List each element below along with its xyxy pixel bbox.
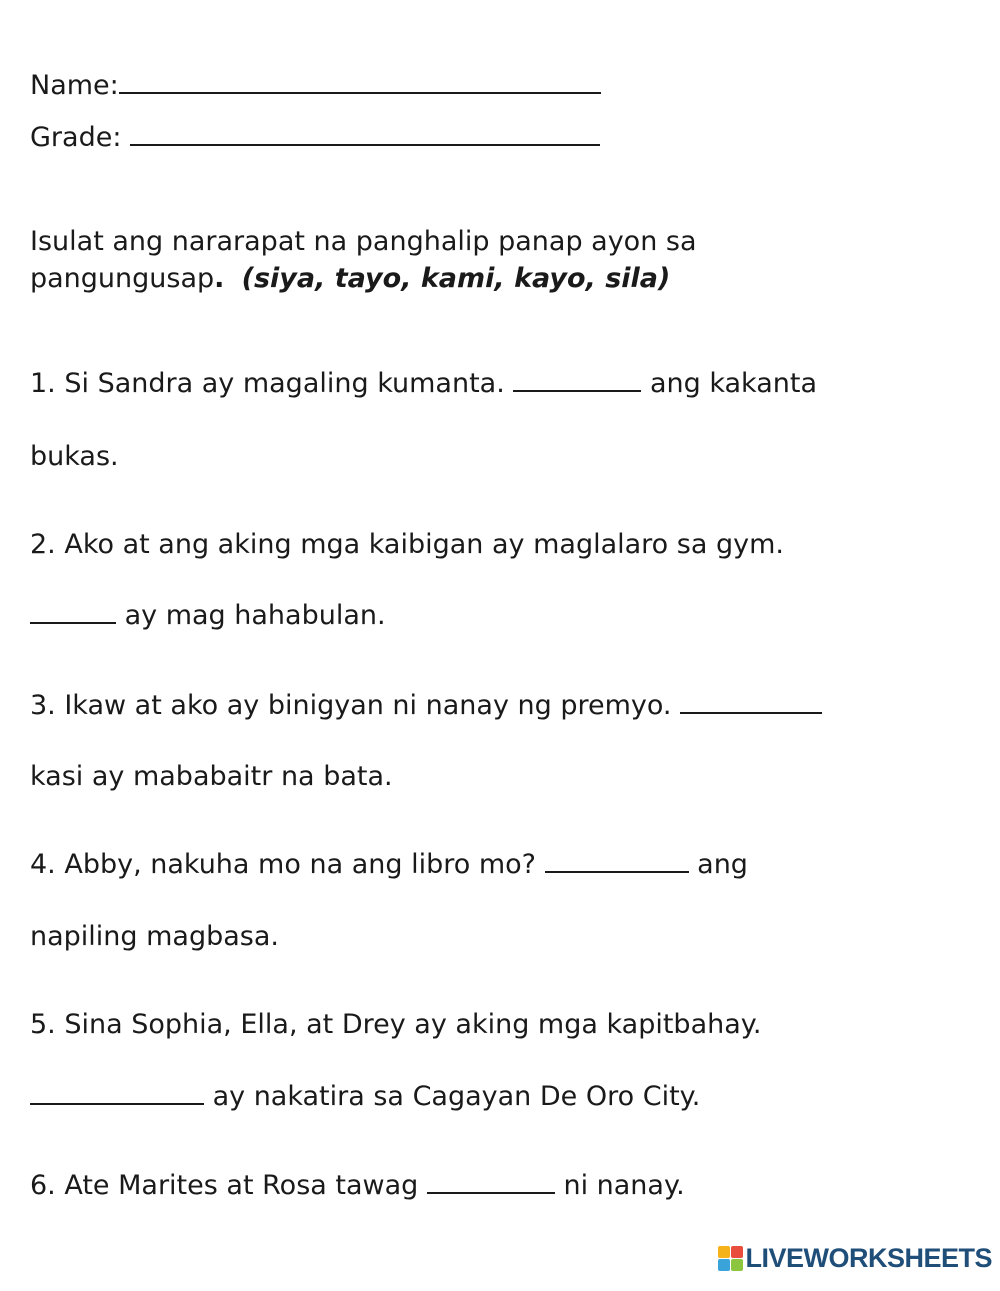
name-blank[interactable] — [119, 68, 601, 94]
instructions-period: . — [214, 263, 225, 294]
question-3-text: 3. Ikaw at ako ay binigyan ni nanay ng premyo. — [30, 690, 681, 721]
instructions-text: pangungusap — [30, 263, 215, 294]
liveworksheets-icon — [718, 1246, 743, 1271]
pronoun-choices: (siya, tayo, kami, kayo, sila) — [241, 263, 671, 294]
question-2-line-2 — [30, 598, 386, 633]
question-5-line-2 — [30, 1079, 700, 1114]
name-field — [30, 68, 601, 103]
grade-label: Grade: — [30, 122, 130, 153]
instructions-line-1: Isulat ang nararapat na panghalip panap ayon sa — [30, 226, 697, 257]
question-3-blank[interactable] — [680, 688, 822, 714]
grade-blank[interactable] — [130, 120, 600, 146]
question-4-line-2: napiling magbasa. — [30, 921, 279, 952]
question-6-blank[interactable] — [427, 1168, 555, 1194]
question-4-text-after: ang — [688, 849, 748, 880]
question-1-line-2: bukas. — [30, 441, 119, 472]
question-4-line-1 — [30, 847, 748, 882]
question-6-text-after: ni nanay. — [554, 1170, 685, 1201]
question-3-line-1 — [30, 688, 822, 723]
question-1-text: 1. Si Sandra ay magaling kumanta. — [30, 368, 514, 399]
name-label: Name: — [30, 70, 119, 101]
question-5-blank[interactable] — [30, 1079, 204, 1105]
question-2-line-1: 2. Ako at ang aking mga kaibigan ay maglalaro sa gym. — [30, 529, 784, 560]
question-4-blank[interactable] — [545, 847, 689, 873]
liveworksheets-logo — [718, 1243, 992, 1273]
question-2-blank[interactable] — [30, 598, 116, 624]
question-6-text: 6. Ate Marites at Rosa tawag — [30, 1170, 427, 1201]
question-1-line-1 — [30, 366, 817, 401]
question-5-text-after: ay nakatira sa Cagayan De Oro City. — [204, 1081, 701, 1112]
question-6-line-1 — [30, 1168, 685, 1203]
question-5-line-1: 5. Sina Sophia, Ella, at Drey ay aking mga kapitbahay. — [30, 1009, 762, 1040]
grade-field — [30, 120, 600, 155]
liveworksheets-wordmark: LIVEWORKSHEETS — [745, 1242, 992, 1273]
question-2-text-after: ay mag hahabulan. — [116, 600, 386, 631]
instructions-line-2 — [30, 262, 670, 296]
question-4-text: 4. Abby, nakuha mo na ang libro mo? — [30, 849, 545, 880]
question-1-text-after: ang kakanta — [641, 368, 818, 399]
question-1-blank[interactable] — [513, 366, 641, 392]
question-3-line-2: kasi ay mababaitr na bata. — [30, 761, 393, 792]
